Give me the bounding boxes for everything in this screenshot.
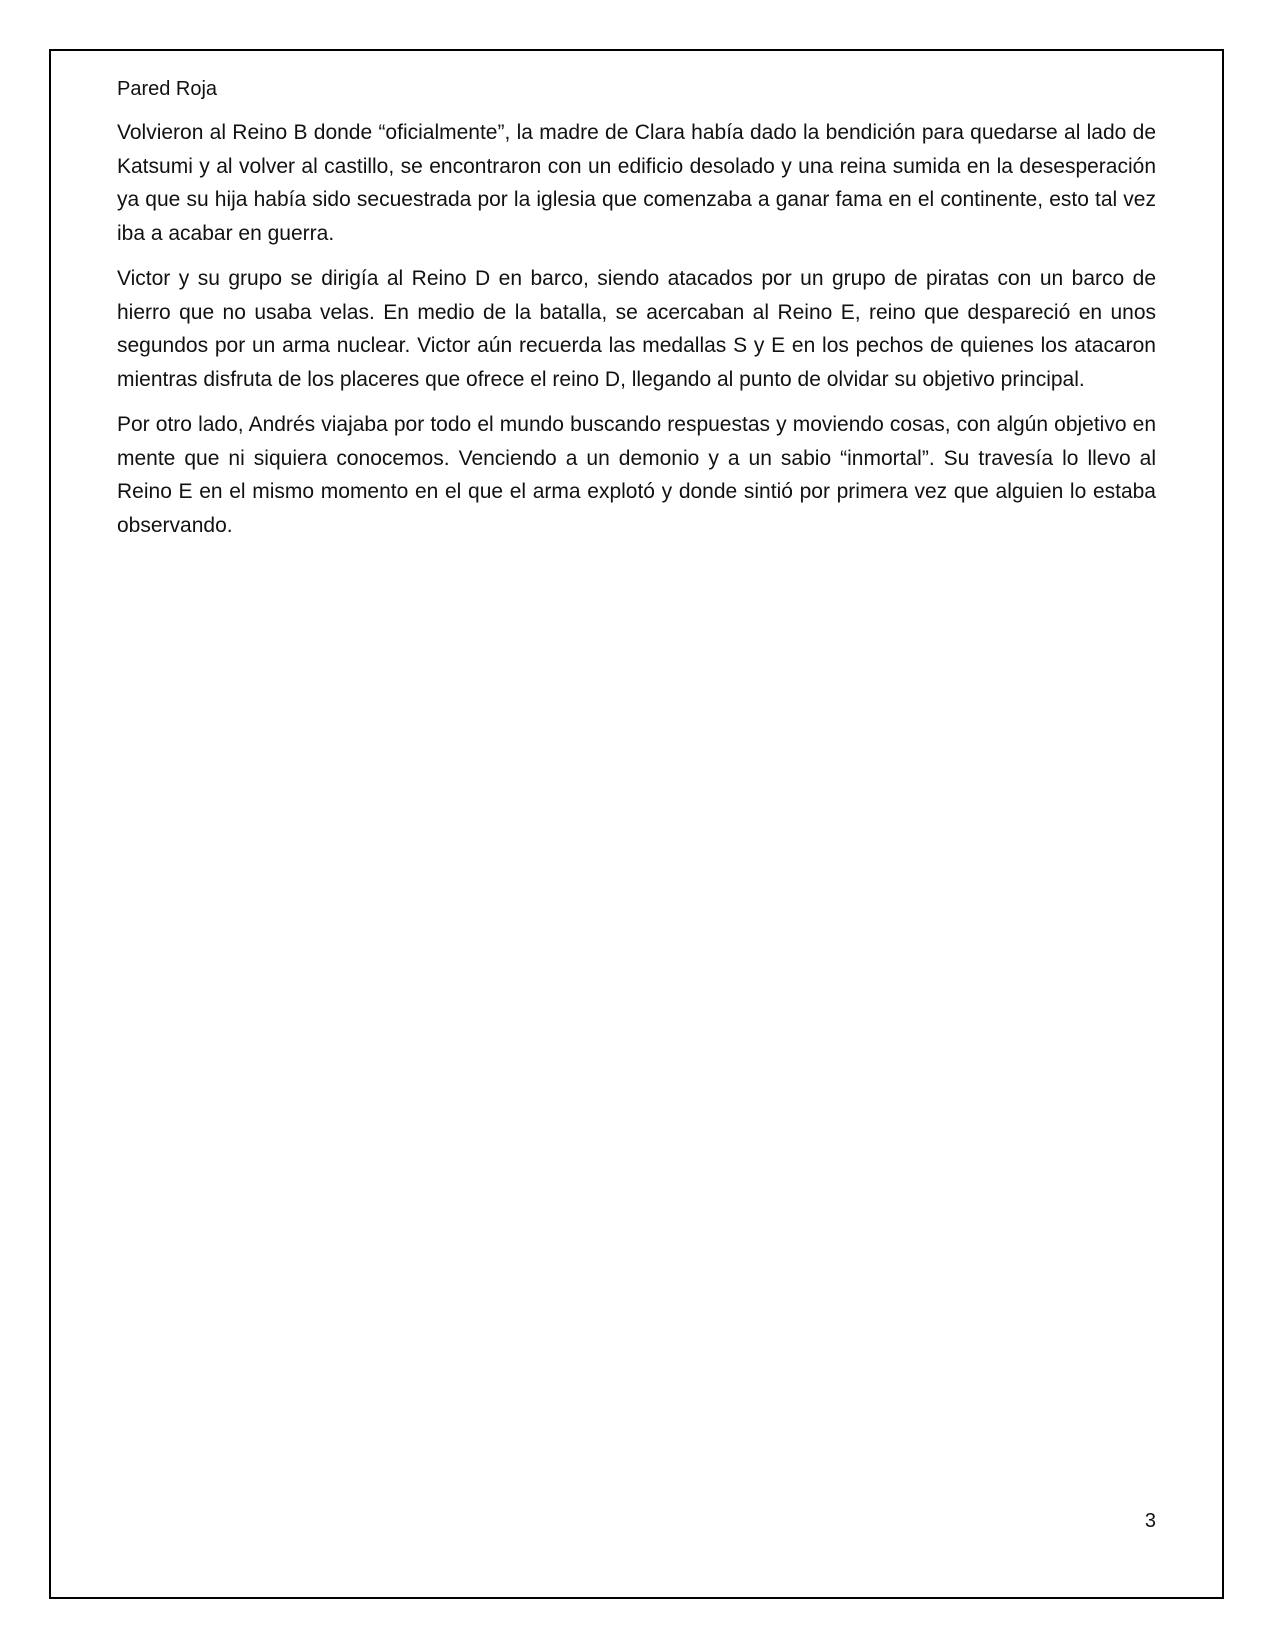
paragraph-1: Volvieron al Reino B donde “oficialmente”, la madre de Clara había dado la bendición para quedarse al lado de Katsumi y al volver al castillo, se encontraron con un edificio desolado y una reina sumida en la desesperación ya que su hija había sido secuestrada por la iglesia que comenzaba a ganar fama en el continente, esto tal vez iba a acabar en guerra. xyxy=(117,121,1156,245)
document-body xyxy=(117,116,1156,554)
paragraph-2: Victor y su grupo se dirigía al Reino D en barco, siendo atacados por un grupo de piratas con un barco de hierro que no usaba velas. En medio de la batalla, se acercaban al Reino E, reino que despareció en unos segundos por un arma nuclear. Victor aún recuerda las medallas S y E en los pechos de quienes los atacaron mientras disfruta de los placeres que ofrece el reino D, llegando al punto de olvidar su objetivo principal. xyxy=(117,267,1156,391)
page-header-title: Pared Roja xyxy=(117,78,218,100)
paragraph-3: Por otro lado, Andrés viajaba por todo el mundo buscando respuestas y moviendo cosas, con algún objetivo en mente que ni siquiera conocemos. Venciendo a un demonio y a un sabio “inmortal”. Su travesía lo llevo al Reino E en el mismo momento en el que el arma explotó y donde sintió por primera vez que alguien lo estaba observando. xyxy=(117,413,1156,537)
page-number: 3 xyxy=(1144,1510,1156,1532)
